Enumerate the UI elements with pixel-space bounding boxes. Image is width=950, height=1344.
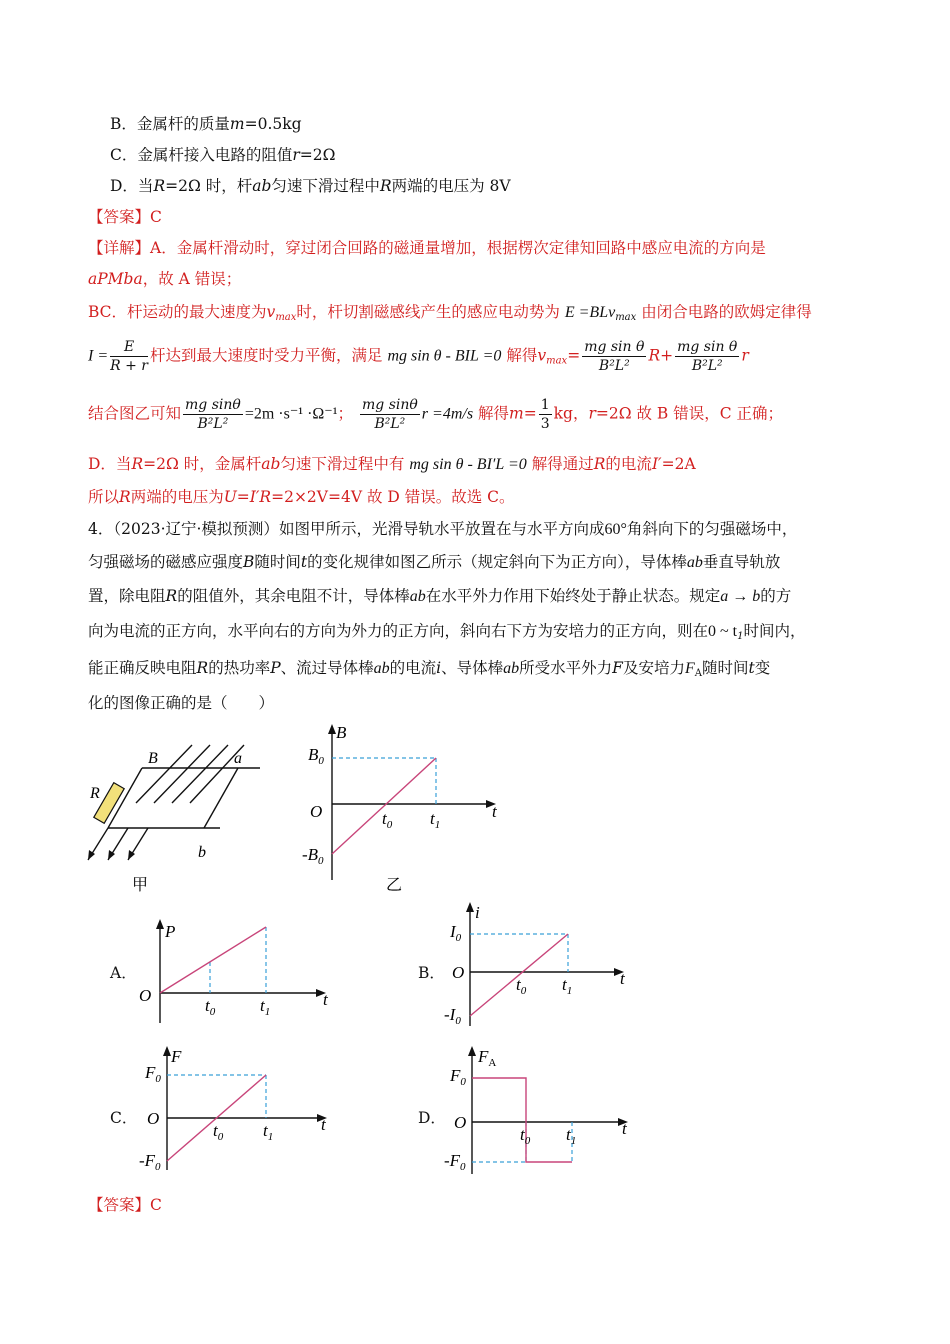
figure-jia	[80, 735, 280, 895]
explain-line-3: BC．杆运动的最大速度为$v_{max}$时，杆切割磁感线产生的感应电动势为 E =BLv$_{max}$ 由闭合电路的欧姆定律得	[88, 303, 812, 323]
label-b: b	[198, 844, 206, 861]
yi-B0: $B_0$	[308, 745, 324, 767]
option-c-label[interactable]: C．	[110, 1109, 138, 1127]
label-B: B	[148, 750, 158, 767]
option-a-label[interactable]: A．	[110, 964, 137, 982]
label-R: R	[90, 785, 100, 802]
svg-text:O: O	[452, 963, 465, 982]
svg-text:t1: $t_1$	[263, 1121, 274, 1143]
svg-text:F: F	[171, 1047, 182, 1066]
graph-option-d[interactable]	[440, 1042, 640, 1177]
svg-text:FA: $F_A$	[478, 1047, 497, 1069]
answer-2: 【答案】C	[88, 1196, 162, 1214]
field-line	[154, 745, 210, 803]
svg-text:t0: $t_0$	[205, 996, 216, 1018]
svg-text:O: O	[139, 986, 152, 1005]
label-a: a	[234, 750, 242, 767]
caption-jia: 甲	[132, 877, 149, 894]
option-d-prev: D．当R=2Ω 时，杆ab匀速下滑过程中R两端的电压为 8V	[110, 177, 511, 195]
graph-option-a[interactable]	[135, 915, 345, 1025]
caption-yi: 乙	[386, 877, 403, 894]
svg-text:O: O	[147, 1109, 160, 1128]
q4-line-3: 置，除电阻R的阻值外，其余电阻不计，导体棒ab在水平外力作用下始终处于静止状态。规定a → b的方	[88, 587, 792, 605]
answer-1: 【答案】C	[88, 208, 162, 226]
yi-xlabel: t	[492, 802, 497, 821]
explain-line-1: 【详解】A．金属杆滑动时，穿过闭合回路的磁通量增加，根据楞次定律知回路中感应电流的方向是	[88, 239, 766, 257]
field-line	[172, 745, 228, 803]
svg-text:t: t	[620, 969, 625, 988]
option-b-prev: B．金属杆的质量m=0.5kg	[110, 115, 302, 133]
svg-text:F0: $F_0$	[145, 1063, 161, 1085]
q4-line-5: 能正确反映电阻R的热功率P、流过导体棒ab的电流i、导体棒ab所受水平外力F及安培力$F_A$随时间t变	[88, 659, 771, 679]
svg-text:-F0: $-F_0$	[139, 1151, 161, 1172]
svg-text:P: P	[165, 922, 176, 941]
svg-text:O: O	[454, 1113, 467, 1132]
svg-text:F0: $F_0$	[450, 1066, 466, 1088]
svg-text:i: i	[475, 903, 480, 922]
yi-ylabel: B	[336, 723, 347, 742]
svg-text:-F0: $-F_0$	[444, 1151, 466, 1173]
yi-origin: O	[310, 802, 323, 821]
q4-line-2: 匀强磁场的磁感应强度B随时间t的变化规律如图乙所示（规定斜向下为正方向），导体棒ab垂直导轨放	[88, 553, 781, 571]
q4-line-1: 4．（2023·辽宁·模拟预测）如图甲所示，光滑导轨水平放置在与水平方向成60°角斜向下的匀强磁场中，	[88, 520, 798, 538]
graph-option-b[interactable]	[440, 898, 640, 1028]
option-b-label[interactable]: B．	[418, 964, 445, 982]
option-c-prev: C．金属杆接入电路的阻值r=2Ω	[110, 146, 336, 164]
svg-text:I0: $I_0$	[450, 922, 462, 944]
svg-text:t0: $t_0$	[213, 1121, 224, 1143]
q4-line-4: 向为电流的正方向，水平向右的方向为外力的正方向，斜向右下方为安培力的正方向，则在0 ~ $t_1$时间内，	[88, 622, 806, 642]
q4-line-6: 化的图像正确的是（ ）	[88, 694, 275, 712]
explain-line-7: 所以R两端的电压为U=I′R=2×2V=4V 故 D 错误。故选 C。	[88, 488, 515, 506]
svg-text:t1: $t_1$	[562, 975, 573, 997]
yi-negB0: $-B_0$	[302, 845, 324, 867]
option-d-label[interactable]: D．	[418, 1109, 446, 1127]
graph-option-c[interactable]	[135, 1042, 345, 1172]
explain-line-2: aPMba，故 A 错误；	[88, 270, 242, 288]
svg-text:t: t	[622, 1119, 627, 1138]
explain-line-4: I = $\frac{E}{R + r}$ 杆达到最大速度时受力平衡，满足 mg sin θ - BIL =0 解得$v_{max}=$ $\frac{\text{mg sin θ}}{\text{B²L²}}$ R+ $\frac{\text{mg sin θ}}{\text{B²L²}}$ r	[88, 339, 749, 374]
field-line	[136, 745, 192, 803]
svg-text:t: t	[323, 990, 328, 1009]
figure-yi	[300, 720, 510, 895]
B-line	[332, 758, 436, 854]
yi-t0: $t_0$	[382, 809, 393, 831]
svg-text:t1: $t_1$	[566, 1125, 577, 1147]
svg-text:t: t	[321, 1115, 326, 1134]
svg-text:t1: $t_1$	[260, 996, 271, 1018]
explain-line-6: D．当R=2Ω 时，金属杆ab匀速下滑过程中有 mg sin θ - BI′L =0 解得通过R的电流I′=2A	[88, 455, 696, 473]
yi-t1: $t_1$	[430, 809, 441, 831]
svg-text:t0: $t_0$	[520, 1125, 531, 1147]
svg-text:-I0: $-I_0$	[444, 1005, 461, 1027]
svg-text:t0: $t_0$	[516, 975, 527, 997]
rod-ab	[204, 768, 238, 828]
explain-line-5: 结合图乙可知 $\frac{\text{mg sinθ}}{\text{B²L²}}$ =2m ·s⁻¹ ·Ω⁻¹； $\frac{\text{mg sinθ}}{\text{B²L²}}$ r =4m/s 解得m= $\frac{1}{3}$ kg，r=2Ω 故 B 错误，C 正确；	[88, 397, 784, 432]
